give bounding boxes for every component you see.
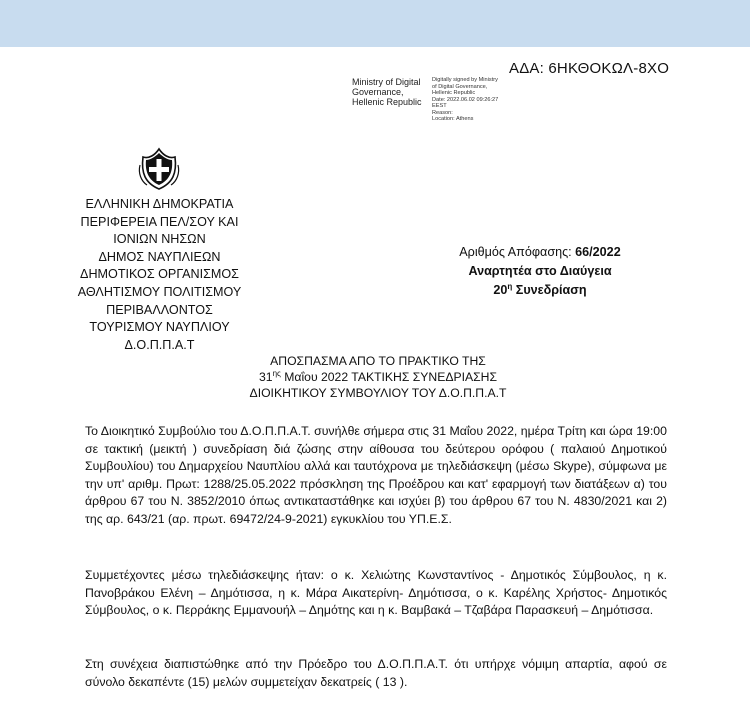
hellenic-republic-emblem-icon — [137, 143, 181, 191]
digital-signature-details: Digitally signed by Ministry of Digital Governance, Hellenic Republic Date: 2022.06.02 09:26:27 EEST Reason: Location: Athens — [432, 77, 499, 122]
authority-line: ΕΛΛΗΝΙΚΗ ΔΗΜΟΚΡΑΤΙΑ — [85, 197, 234, 211]
extract-heading: ΑΠΟΣΠΑΣΜΑ ΑΠΟ ΤΟ ΠΡΑΚΤΙΚΟ ΤΗΣ $31^{\eta\varsigma}$ Μαΐου 2022 ΤΑΚΤΙΚΗΣ ΣΥΝΕΔΡΙΑΣΗΣ ΔΙΟΙΚΗΤΙΚΟΥ ΣΥΜΒΟΥΛΙΟΥ ΤΟΥ Δ.Ο.Π.Π.Α.Τ — [249, 354, 507, 400]
authority-line: Δ.Ο.Π.Π.Α.Τ — [124, 337, 195, 352]
authority-line: ΑΘΛΗΤΙΣΜΟΥ ΠΟΛΙΤΙΣΜΟΥ — [77, 284, 242, 299]
session-number: $20^\eta$ Συνεδρίαση — [493, 282, 587, 297]
body-paragraph-participants: Συμμετέχοντες μέσω τηλεδιάσκεψης ήταν: ο κ. Χελιώτης Κωνσταντίνος - Δημοτικός Σύμβουλος, η κ. Πανοβράκου Ελένη – Δημότισσα, η κ. Μάρα Αικατερίνη- Δημότισσα, ο κ. Καρέλης Χρήστος- Δημοτικός Σύμβουλος, ο κ. Περράκης Εμμανουήλ – Δημότης και η κ. Βαμβακά – Τζαβάρα Παρασκευή – Δημότισσα. — [85, 568, 667, 617]
digital-signature-signer: Ministry of Digital Governance, Hellenic Republic — [352, 77, 422, 107]
authority-line: ΠΕΡΙΦΕΡΕΙΑ ΠΕΛ/ΣΟΥ ΚΑΙ — [80, 214, 239, 229]
body-paragraph-meeting: Το Διοικητικό Συμβούλιο του Δ.Ο.Π.Π.Α.Τ. συνήλθε σήμερα στις 31 Μαΐου 2022, ημέρα Τρίτη και ώρα 19:00 σε τακτική (μεικτή ) συνεδρίαση διά ζώσης στην αίθουσα του δεύτερου ορόφου ( παλαιού Δημοτικού Συμβουλίου) του Δημαρχείου Ναυπλίου αλλά και ταυτόχρονα με τηλεδιάσκεψη (μέσω Skype), σύμφωνα με την υπ' αριθμ. Πρωτ: 1288/25.05.2022 πρόσκληση της Προέδρου και κατ' εφαρμογή των διατάξεων α) του άρθρου 67 του Ν. 3852/2010 όπως αντικαταστάθηκε και ισχύει β) του άρθρου 67 του Ν. 4830/2021 και 2) της αρ. 643/21 (αρ. πρωτ. 69472/24-9-2021) εγκυκλίου του ΥΠ.Ε.Σ. — [85, 424, 667, 526]
posting-note: Αναρτητέα στο Διαύγεια — [468, 264, 612, 278]
decision-number: Αριθμός Απόφασης: 66/2022 — [459, 245, 621, 259]
authority-line: ΔΗΜΟΤΙΚΟΣ ΟΡΓΑΝΙΣΜΟΣ — [80, 267, 239, 282]
authority-line: ΙΟΝΙΩΝ ΝΗΣΩΝ — [113, 232, 206, 247]
viewer-top-bar — [0, 0, 750, 47]
authority-line: ΔΗΜΟΣ ΝΑΥΠΛΙΕΩΝ — [98, 249, 221, 264]
ada-code: ΑΔΑ: 6ΗΚΘΟΚΩΛ-8ΧΟ — [509, 60, 670, 77]
decision-info — [420, 243, 660, 300]
authority-line: ΠΕΡΙΒΑΛΛΟΝΤΟΣ — [106, 302, 213, 317]
issuing-authority-block — [52, 196, 267, 354]
body-paragraph-quorum: Στη συνέχεια διαπιστώθηκε από την Πρόεδρο του Δ.Ο.Π.Π.Α.Τ. ότι υπήρχε νόμιμη απαρτία, αφού σε σύνολο δεκαπέντε (15) μελών συμμετείχαν δεκατρείς ( 13 ). — [85, 657, 667, 689]
authority-line: ΤΟΥΡΙΣΜΟΥ ΝΑΥΠΛΙΟΥ — [89, 320, 230, 335]
